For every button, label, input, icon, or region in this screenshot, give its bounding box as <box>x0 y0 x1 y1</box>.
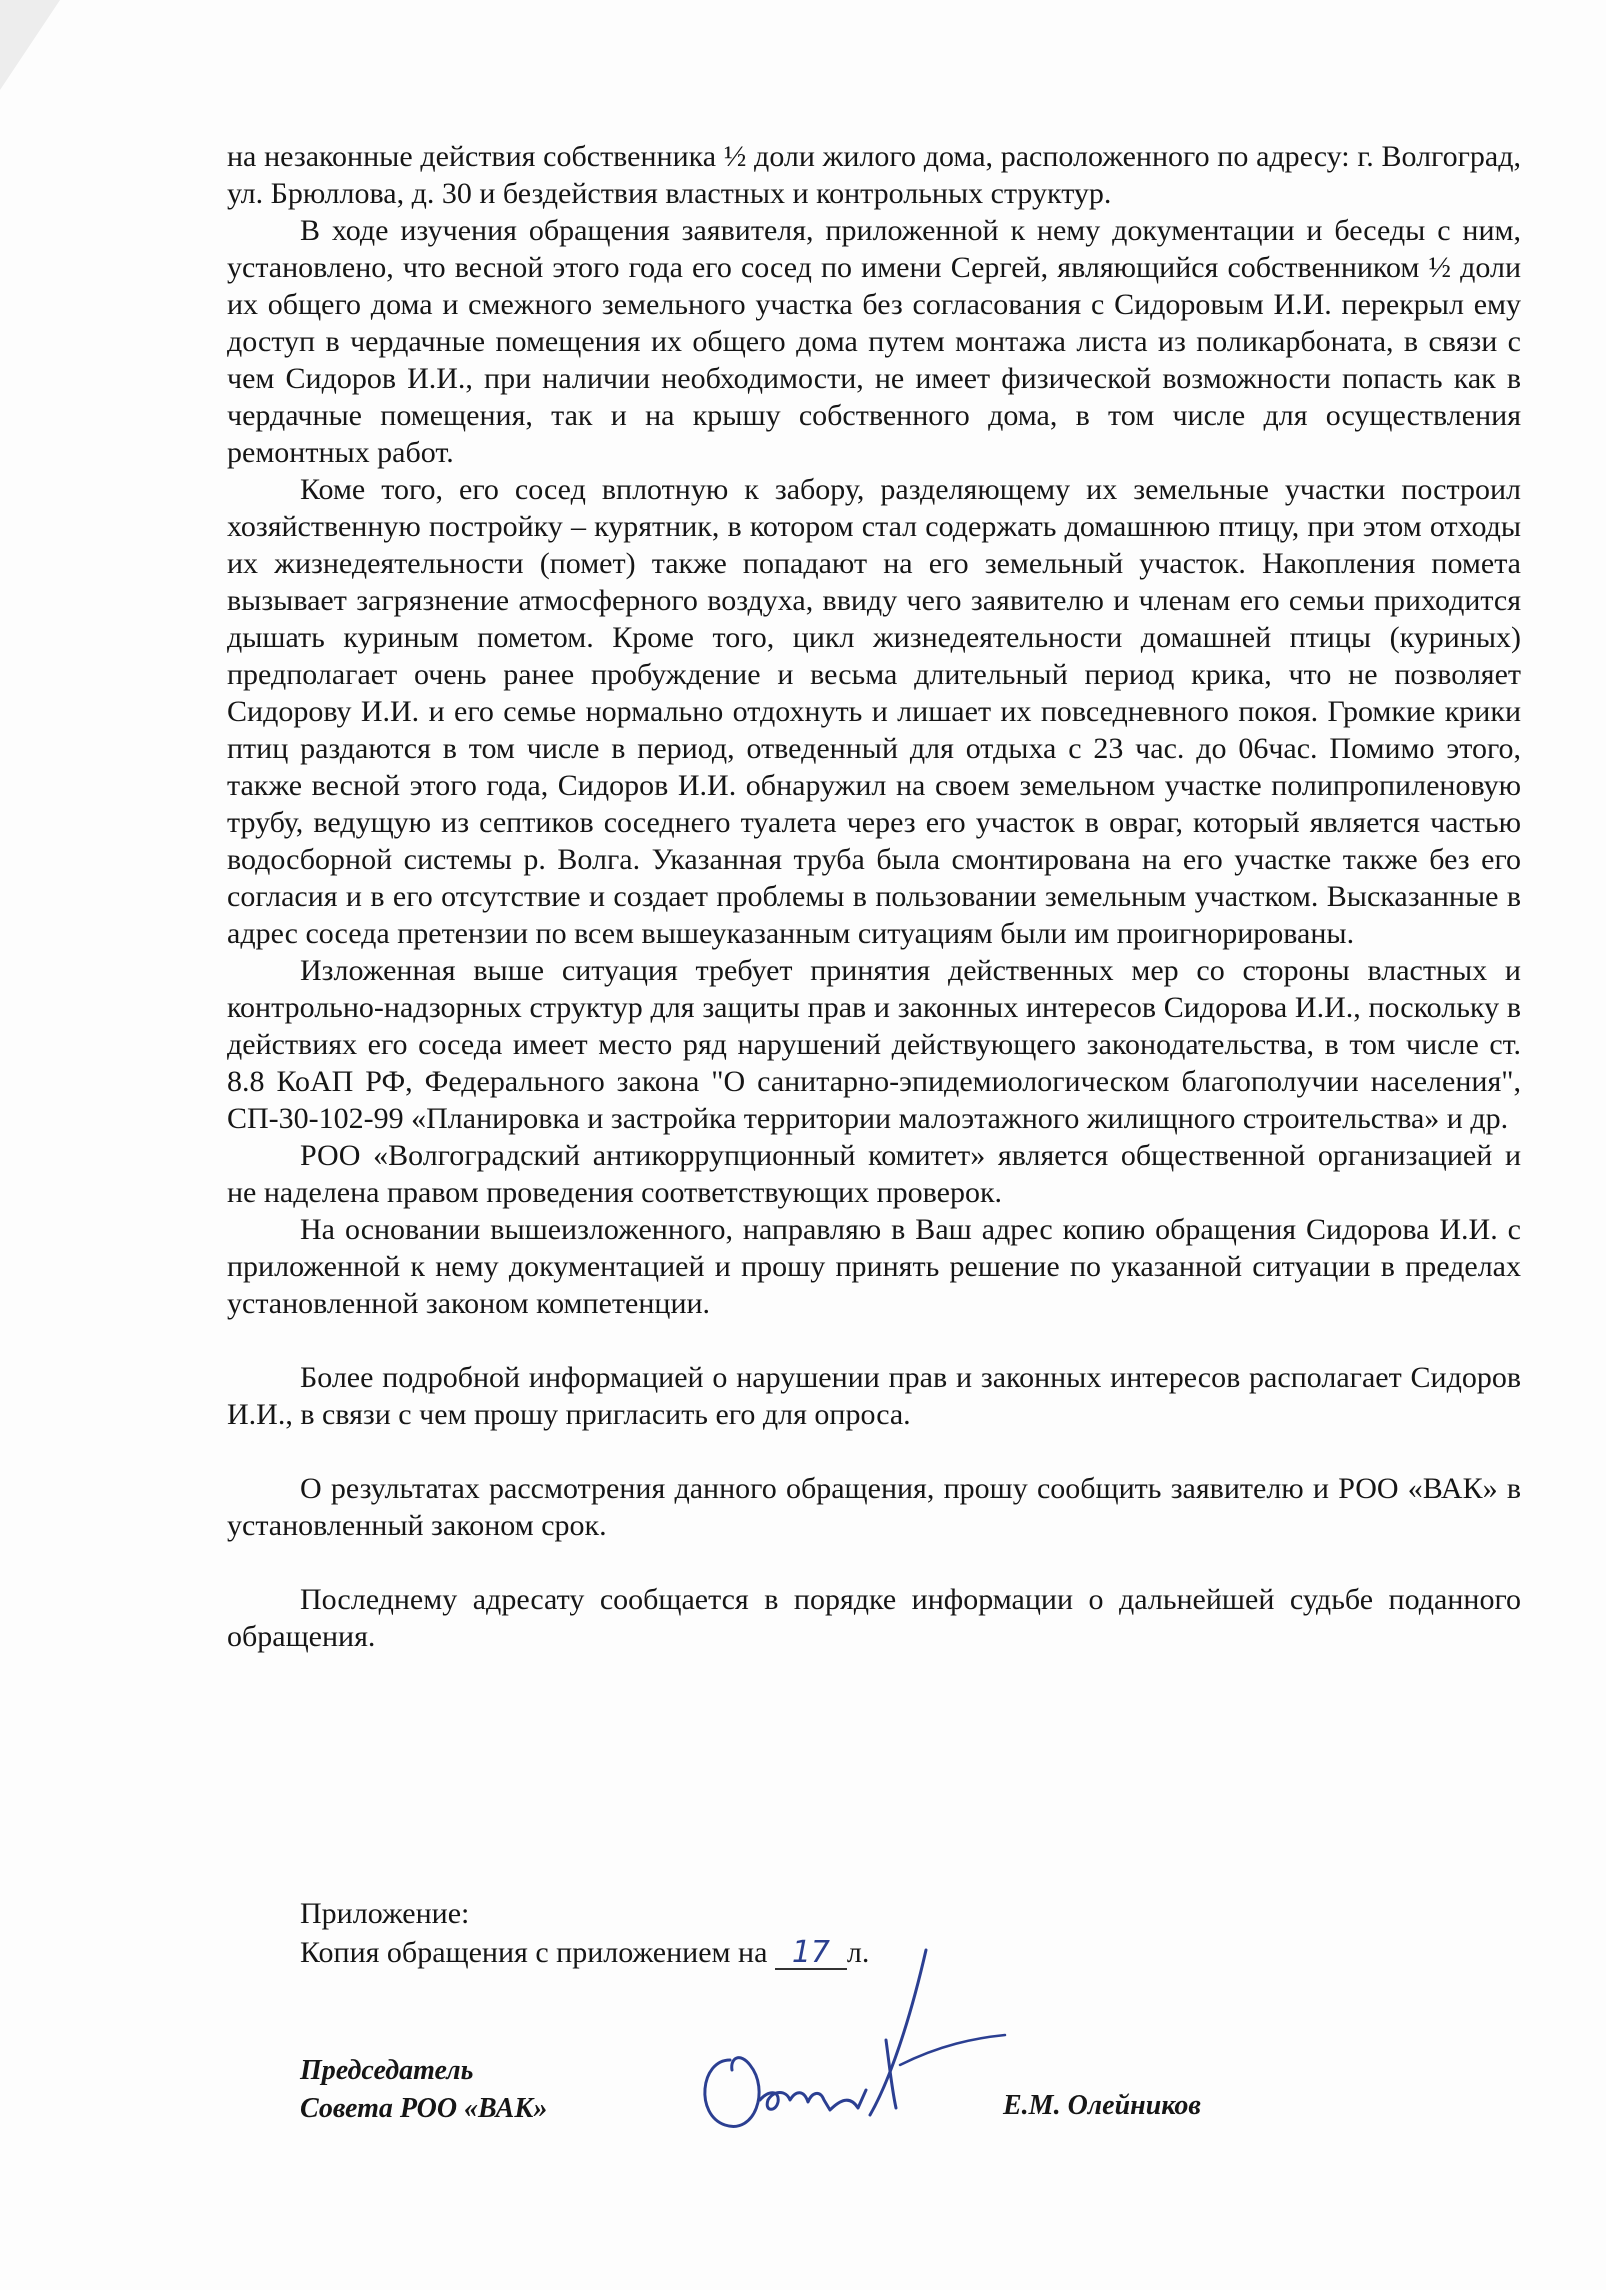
paragraph-last-addressee: Последнему адресату сообщается в порядке информации о дальнейшей судьбе поданного обращения. <box>227 1583 1521 1653</box>
signatory-title-line1: Председатель <box>300 2055 474 2086</box>
paragraph-attic-access: В ходе изучения обращения заявителя, приложенной к нему документации и беседы с ним, установлено, что весной этого года его сосед по имени Сергей, являющийся собственником ½ доли их общего дома и смежного земельного участка без согласования с Сидоровым И.И. перекрыл ему доступ в чердачные помещения их общего дома путем монтажа листа из поликарбоната, в связи с чем Сидоров И.И., при наличии необходимости, не имеет физической возможности попасть как в чердачные помещения, так и на крышу собственного дома, в том числе для осуществления ремонтных работ. <box>227 214 1521 469</box>
paragraph-more-info: Более подробной информацией о нарушении прав и законных интересов располагает Сидоров И.И., в связи с чем прошу пригласить его для опроса. <box>227 1361 1521 1431</box>
paragraph-request: На основании вышеизложенного, направляю в Ваш адрес копию обращения Сидорова И.И. с приложенной к нему документацией и прошу принять решение по указанной ситуации в пределах установленной законом компетенции. <box>227 1213 1521 1320</box>
paragraph-complaint-subject: на незаконные действия собственника ½ доли жилого дома, расположенного по адресу: г. Волгоград, ул. Брюллова, д. 30 и бездействия властных и контрольных структур. <box>227 140 1521 210</box>
scan-corner-shadow <box>0 0 60 90</box>
attachment-copy-suffix: л. <box>846 1936 870 1969</box>
attachment-copy-prefix: Копия обращения с приложением на <box>300 1936 768 1969</box>
signatory-title <box>300 2052 547 2128</box>
paragraph-chicken-coop: Коме того, его сосед вплотную к забору, разделяющему их земельные участки построил хозяйственную постройку – курятник, в котором стал содержать домашнюю птицу, при этом отходы их жизнедеятельности (помет) также попадают на его земельный участок. Накопления помета вызывает загрязнение атмосферного воздуха, ввиду чего заявителю и членам его семьи приходится дышать куриным пометом. Кроме того, цикл жизнедеятельности домашней птицы (куриных) предполагает очень ранее пробуждение и весьма длительный период крика, что не позволяет Сидорову И.И. и его семье нормально отдохнуть и лишает их повседневного покоя. Громкие крики птиц раздаются в том числе в период, отведенный для отдыха с 23 час. до 06час. Помимо этого, также весной этого года, Сидоров И.И. обнаружил на своем земельном участке полипропиленовую трубу, ведущую из септиков соседнего туалета через его участок в овраг, который является частью водосборной системы р. Волга. Указанная труба была смонтирована на его участке также без его согласия и в его отсутствие и создает проблемы в пользовании земельным участком. Высказанные в адрес соседа претензии по всем вышеуказанным ситуациям были им проигнорированы. <box>227 473 1521 950</box>
handwritten-signature <box>690 1940 1010 2170</box>
paragraph-organization-status: РОО «Волгоградский антикоррупционный комитет» является общественной организацией и не наделена правом проведения соответствующих проверок. <box>227 1139 1521 1209</box>
attachment-page-count: 17 <box>775 1938 847 1970</box>
attachment-label: Приложение: <box>300 1897 470 1930</box>
signatory-title-line2: Совета РОО «ВАК» <box>300 2093 548 2124</box>
paragraph-legal-violations: Изложенная выше ситуация требует принятия действенных мер со стороны властных и контрольно-надзорных структур для защиты прав и законных интересов Сидорова И.И., поскольку в действиях его соседа имеет место ряд нарушений действующего законодательства, в том числе ст. 8.8 КоАП РФ, Федерального закона "О санитарно-эпидемиологическом благополучии населения", СП-30-102-99 «Планировка и застройка территории малоэтажного жилищного строительства» и др. <box>227 954 1521 1135</box>
letter-body <box>227 138 1521 1655</box>
signatory-name: Е.М. Олейников <box>1003 2090 1201 2121</box>
paragraph-results-notice: О результатах рассмотрения данного обращения, прошу сообщить заявителю и РОО «ВАК» в установленный законом срок. <box>227 1472 1521 1542</box>
